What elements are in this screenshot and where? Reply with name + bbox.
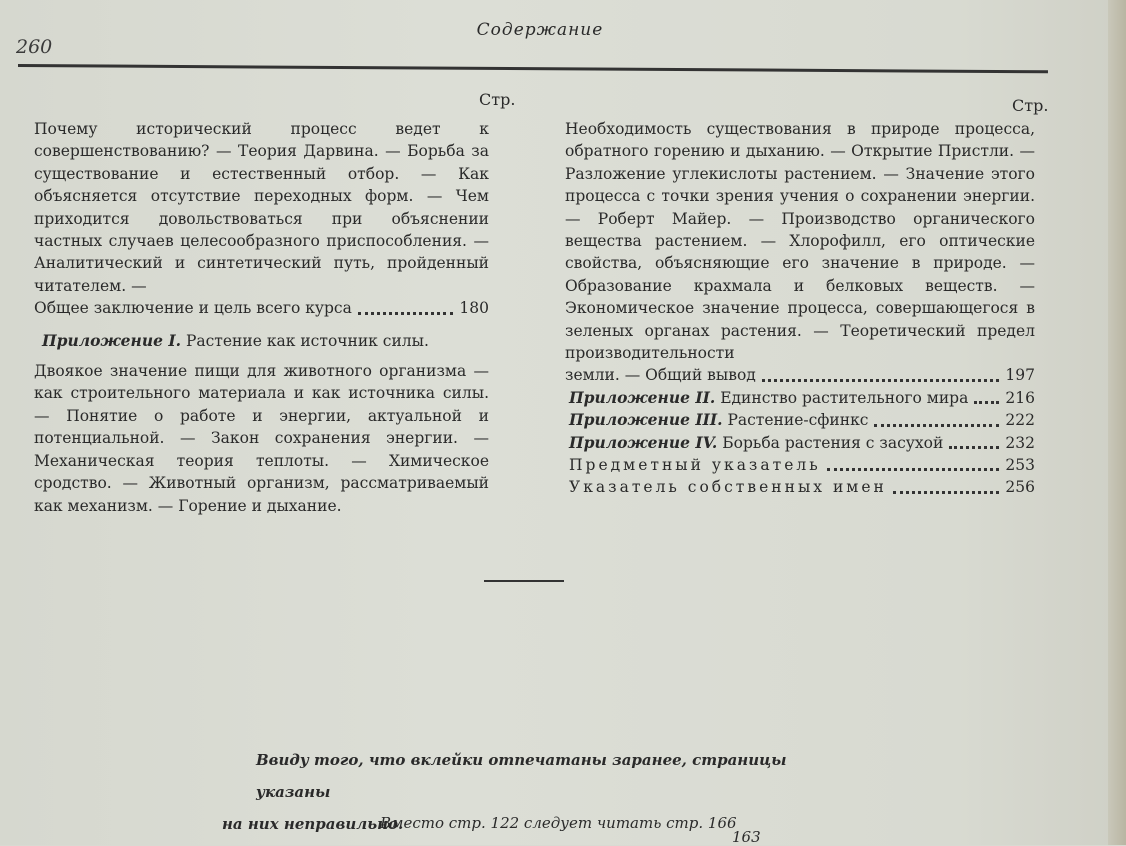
left-column <box>34 118 489 517</box>
toc-page: 222 <box>1005 411 1035 430</box>
toc-page: 256 <box>1005 478 1035 497</box>
toc-page: 232 <box>1005 433 1035 452</box>
errata-correction: Вместо стр. 122 следует читать стр. 166 <box>380 814 737 832</box>
running-title: Содержание <box>476 20 604 40</box>
toc-label: Приложение III. <box>569 410 723 430</box>
dot-leader <box>893 491 1000 494</box>
dot-leader <box>974 401 999 404</box>
chapter-entry-line <box>565 364 1035 386</box>
dot-leader <box>827 468 1000 471</box>
toc-list <box>569 387 1035 499</box>
toc-row <box>569 432 1035 454</box>
appendix-1-paragraph: Двоякое значение пищи для животного организма — как строительного материала и как источника силы. — Понятие о работе и энергии, актуальной и потенциальной. — Закон сохранения энергии. — Механическая теория теплоты. — Химическое сродство. — Животный организм, рассматриваемый как механизм. — Горение и дыхание. <box>34 362 489 515</box>
left-page-column-label: Стр. <box>479 90 516 109</box>
errata-correction-2-page: 163 <box>732 828 761 846</box>
dot-leader <box>358 312 454 315</box>
toc-label: Приложение IV. <box>569 432 718 452</box>
toc-title: Растение-сфинкс <box>727 411 869 430</box>
intro-paragraph: Почему исторический процесс ведет к совершенствованию? — Теория Дарвина. — Борьба за существование и естественный отбор. — Как объясняется отсутствие переходных форм. — Чем приходится довольствоваться при объяснении частных случаев целесообразного приспособления. — Аналитический и синтетический путь, пройденный читателем. — <box>34 120 489 295</box>
toc-row <box>569 454 1035 476</box>
header-rule <box>18 64 1048 73</box>
chapter-entry-text: земли. — Общий вывод <box>565 366 756 385</box>
dot-leader <box>762 379 1000 382</box>
intro-entry-line <box>34 297 489 319</box>
dot-leader <box>949 446 999 449</box>
page-number: 260 <box>16 36 53 58</box>
intro-entry-text: Общее заключение и цель всего курса <box>34 299 352 318</box>
intro-entry-page: 180 <box>459 299 489 318</box>
dot-leader <box>874 424 999 427</box>
right-page-column-label: Стр. <box>1012 96 1049 115</box>
appendix-1-label: Приложение I. <box>42 330 182 350</box>
appendix-1-title: Растение как источник силы. <box>185 331 429 350</box>
toc-page: 216 <box>1005 388 1035 407</box>
toc-row <box>569 387 1035 409</box>
chapter-entry-page: 197 <box>1005 366 1035 385</box>
appendix-1-heading <box>42 330 489 352</box>
toc-title: Борьба растения с засухой <box>722 433 944 452</box>
errata-line-2: на них неправильно. <box>222 815 404 833</box>
toc-page: 253 <box>1005 456 1035 475</box>
section-separator <box>484 580 564 582</box>
chapter-paragraph: Необходимость существования в природе процесса, обратного горению и дыханию. — Открытие Пристли. — Разложение углекислоты растением. — Значение этого процесса с точки зрения учения о сохранении энергии. — Роберт Майер. — Производство органического вещества растением. — Хлорофилл, его оптические свойства, объясняющие его значение в природе. — Образование крахмала и белковых веществ. — Экономическое значение процесса, совершающегося в зеленых органах растения. — Теоретический предел производительности <box>565 120 1035 363</box>
toc-label: Приложение II. <box>569 387 716 407</box>
toc-row <box>569 409 1035 431</box>
errata-line-1: Ввиду того, что вклейки отпечатаны заранее, страницы указаны <box>256 751 787 801</box>
toc-title: Указатель собственных имен <box>569 478 887 497</box>
toc-title: Предметный указатель <box>569 456 821 475</box>
page-edge <box>1108 0 1126 845</box>
right-column <box>565 118 1035 499</box>
toc-row <box>569 476 1035 498</box>
toc-title: Единство растительного мира <box>720 388 969 407</box>
